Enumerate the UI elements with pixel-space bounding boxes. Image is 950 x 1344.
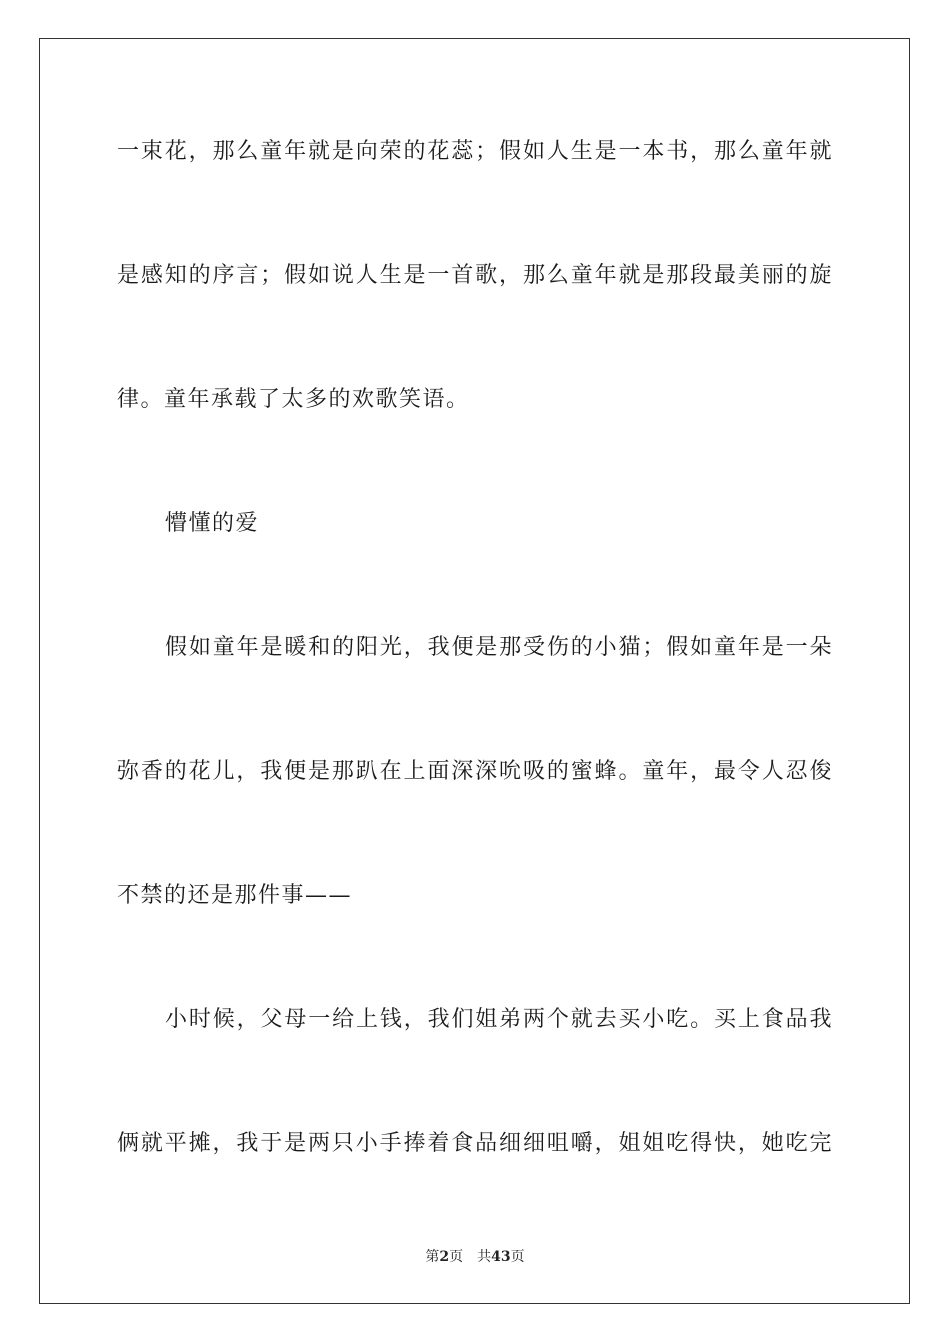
total-prefix: 共 [477, 1249, 492, 1265]
body-line-9: 俩就平摊，我于是两只小手捧着食品细细咀嚼，姐姐吃得快，她吃完 [117, 1131, 833, 1156]
page-prefix: 第 [425, 1249, 440, 1265]
page-suffix: 页 [449, 1249, 464, 1265]
body-line-2: 是感知的序言；假如说人生是一首歌，那么童年就是那段最美丽的旋 [117, 263, 833, 288]
page-border [39, 38, 910, 1304]
total-pages: 43 [491, 1249, 511, 1265]
body-line-7: 不禁的还是那件事—— [117, 883, 353, 908]
body-line-6: 弥香的花儿，我便是那趴在上面深深吮吸的蜜蜂。童年，最令人忍俊 [117, 759, 833, 784]
page-number: 2 [439, 1249, 450, 1265]
section-heading: 懵懂的爱 [165, 511, 260, 536]
body-line-8: 小时候，父母一给上钱，我们姐弟两个就去买小吃。买上食品我 [165, 1007, 833, 1032]
body-line-1: 一束花，那么童年就是向荣的花蕊；假如人生是一本书，那么童年就 [117, 139, 833, 164]
body-line-3: 律。童年承载了太多的欢歌笑语。 [117, 387, 470, 412]
body-line-5: 假如童年是暖和的阳光，我便是那受伤的小猫；假如童年是一朵 [165, 635, 833, 660]
total-suffix: 页 [510, 1249, 525, 1265]
page-footer [0, 1248, 950, 1266]
